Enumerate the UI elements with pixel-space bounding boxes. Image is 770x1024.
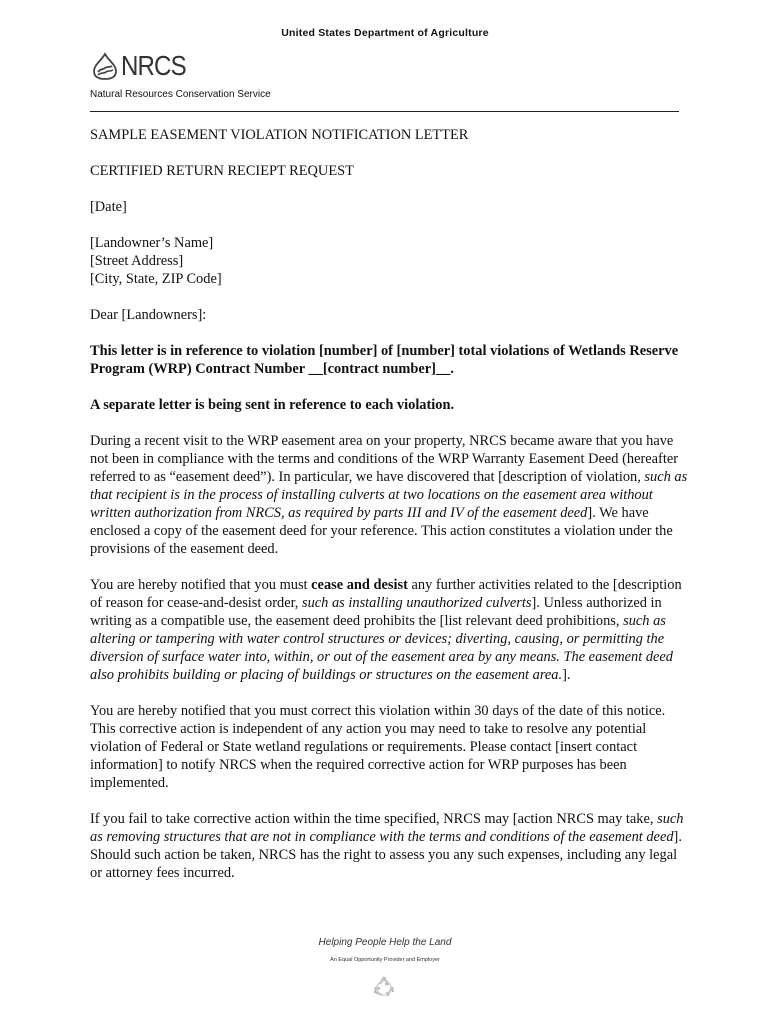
logo-text: NRCS xyxy=(121,50,186,81)
italic-run: such as removing structures that are not in compliance with the terms and conditions of the easement deed xyxy=(90,811,684,845)
letter-title: SAMPLE EASEMENT VIOLATION NOTIFICATION LETTER xyxy=(90,127,469,143)
violation-paragraph xyxy=(90,432,690,558)
reference-paragraph: This letter is in reference to violation [number] of [number] total violations of Wetlands Reserve Program (WRP) Contract Number __[contract number]__. xyxy=(90,343,679,377)
address-line: [City, State, ZIP Code] xyxy=(90,271,222,287)
footer-motto: Helping People Help the Land xyxy=(318,937,452,948)
separate-letter-notice: A separate letter is being sent in reference to each violation. xyxy=(90,397,455,413)
letter-body xyxy=(90,126,690,882)
letter-date: [Date] xyxy=(90,199,127,215)
header-divider xyxy=(90,111,679,112)
text-run: ]. Should such action be taken, NRCS has the right to assess you any such expenses, including any legal or attorney fees incurred. xyxy=(90,829,682,881)
text-run: You are hereby notified that you must xyxy=(90,577,312,593)
certified-request: CERTIFIED RETURN RECIEPT REQUEST xyxy=(90,163,354,179)
nrcs-water-drop-icon xyxy=(90,51,120,81)
recycle-icon xyxy=(372,975,396,1002)
footer-eeo: An Equal Opportunity Provider and Employer xyxy=(330,957,440,963)
nrcs-logo xyxy=(90,50,196,82)
italic-run: such as that recipient is in the process of installing culverts at two locations on the easement area without written authorization from NRCS, as required by parts III and IV of the easement deed xyxy=(90,469,688,521)
text-run: ]. We have enclosed a copy of the easement deed for your reference. This action constitutes a violation under the provisions of the easement deed. xyxy=(90,505,673,557)
corrective-action-paragraph: You are hereby notified that you must correct this violation within 30 days of the date of this notice. This corrective action is independent of any action you may need to take to resolve any potential violation of Federal or State wetland regulations or requirements. Please contact [insert contact information] to notify NRCS when the required corrective action for WRP purposes has been implemented. xyxy=(90,703,666,791)
address-block xyxy=(90,234,690,288)
agency-name: United States Department of Agriculture xyxy=(281,27,489,39)
failure-paragraph xyxy=(90,810,690,882)
salutation: Dear [Landowners]: xyxy=(90,307,207,323)
italic-run: such as installing unauthorized culverts xyxy=(302,595,532,611)
cease-desist-paragraph xyxy=(90,576,690,684)
text-run: If you fail to take corrective action within the time specified, NRCS may [action NRCS may take, xyxy=(90,811,658,827)
address-line: [Street Address] xyxy=(90,253,184,269)
bold-run: cease and desist xyxy=(311,577,408,593)
service-name: Natural Resources Conservation Service xyxy=(90,89,271,100)
text-run: ]. Unless authorized in writing as a compatible use, the easement deed prohibits the [list relevant deed prohibitions, xyxy=(90,595,662,629)
text-run: any further activities related to the [description of reason for cease-and-desist order, xyxy=(90,577,682,611)
italic-run: such as altering or tampering with water control structures or devices; diverting, causing, or permitting the diversion of surface water into, within, or out of the easement area by any means. The easement deed also prohibits building or placing of buildings or structures on the easement area. xyxy=(90,613,673,683)
text-run: ]. xyxy=(562,667,571,683)
text-run: During a recent visit to the WRP easement area on your property, NRCS became aware that you have not been in compliance with the terms and conditions of the WRP Warranty Easement Deed (hereafter referred to as “easement deed”). In particular, we have discovered that [description of violation, xyxy=(90,433,678,485)
address-line: [Landowner’s Name] xyxy=(90,235,214,251)
